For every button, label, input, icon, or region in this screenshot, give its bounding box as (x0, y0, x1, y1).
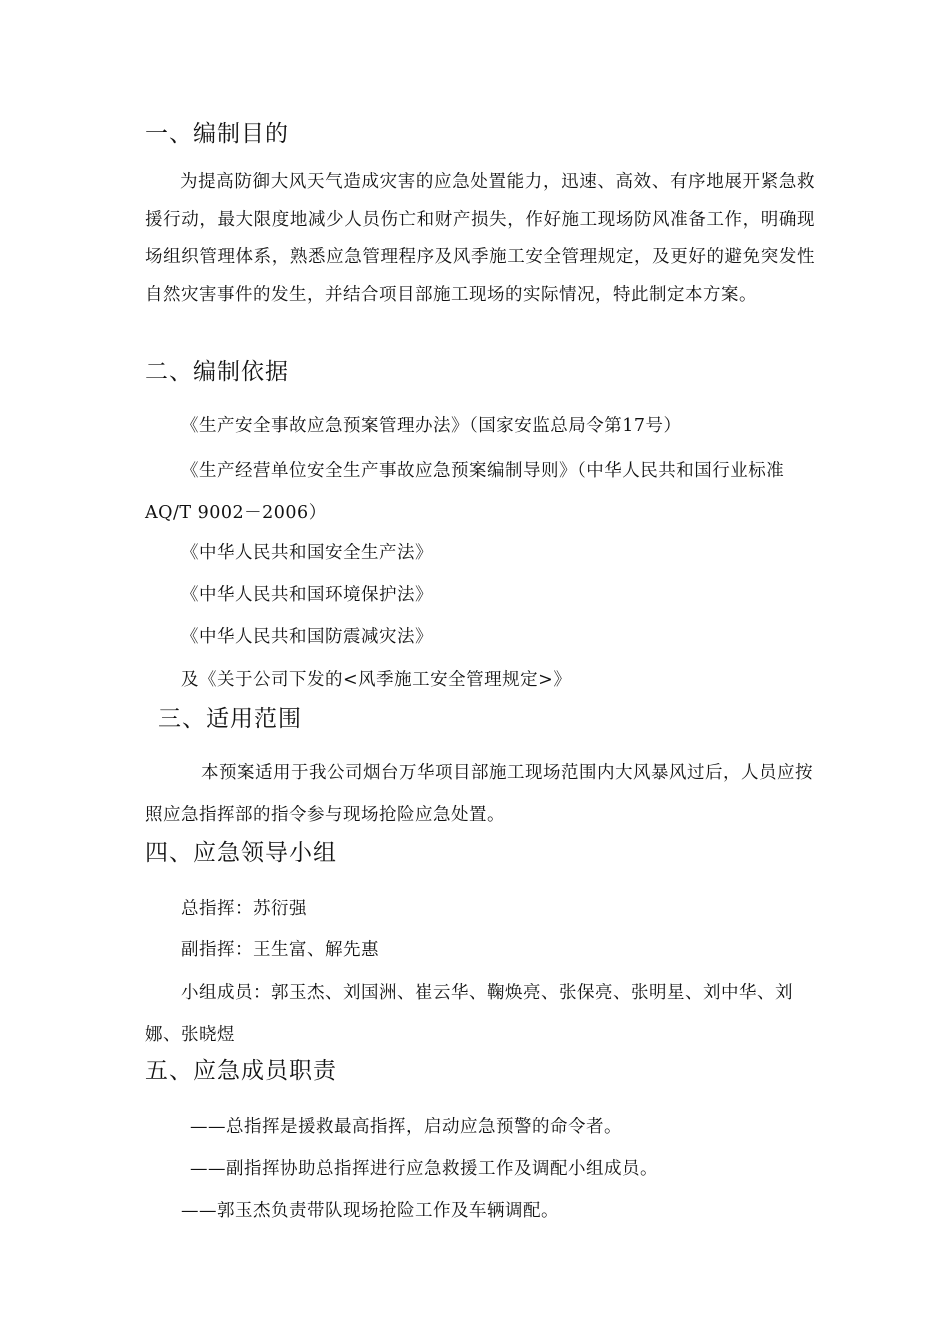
section-heading-basis: 二、编制依据 (145, 359, 289, 385)
purpose-paragraph: 为提高防御大风天气造成灾害的应急处置能力，迅速、高效、有序地展开紧急救援行动，最大限度地减少人员伤亡和财产损失，作好施工现场防风准备工作，明确现场组织管理体系，熟悉应急管理程序及风季施工安全管理规定，及更好的避免突发性自然灾害事件的发生，并结合项目部施工现场的实际情况，特此制定本方案。 (145, 172, 815, 305)
scope-paragraph: 本预案适用于我公司烟台万华项目部施工现场范围内大风暴风过后，人员应按照应急指挥部的指令参与现场抢险应急处置。 (145, 763, 813, 825)
duty-item-3: ——郭玉杰负责带队现场抢险工作及车辆调配。 (181, 1201, 559, 1221)
basis-item-1: 《生产安全事故应急预案管理办法》（国家安监总局令第17号） (181, 416, 682, 436)
section-heading-scope: 三、适用范围 (158, 706, 302, 732)
duty-item-1: ——总指挥是援救最高指挥，启动应急预警的命令者。 (190, 1117, 622, 1137)
basis-item-6: 及《关于公司下发的<风季施工安全管理规定>》 (181, 670, 572, 690)
basis-item-5: 《中华人民共和国防震减灾法》 (181, 627, 433, 647)
section-heading-duties: 五、应急成员职责 (145, 1058, 337, 1084)
section-heading-leadership: 四、应急领导小组 (145, 840, 337, 866)
deputy-line: 副指挥：王生富、解先惠 (181, 940, 379, 960)
commander-line: 总指挥：苏衍强 (181, 899, 307, 919)
basis-item-2: 《生产经营单位安全生产事故应急预案编制导则》（中华人民共和国行业标准 AQ/T 9002－2006） (145, 461, 785, 523)
members-line: 小组成员：郭玉杰、刘国洲、崔云华、鞠焕亮、张保亮、张明星、刘中华、刘娜、张晓煜 (145, 983, 793, 1045)
section-heading-purpose: 一、编制目的 (145, 121, 289, 147)
basis-item-3: 《中华人民共和国安全生产法》 (181, 543, 433, 563)
basis-item-4: 《中华人民共和国环境保护法》 (181, 585, 433, 605)
duty-item-2: ——副指挥协助总指挥进行应急救援工作及调配小组成员。 (190, 1159, 658, 1179)
